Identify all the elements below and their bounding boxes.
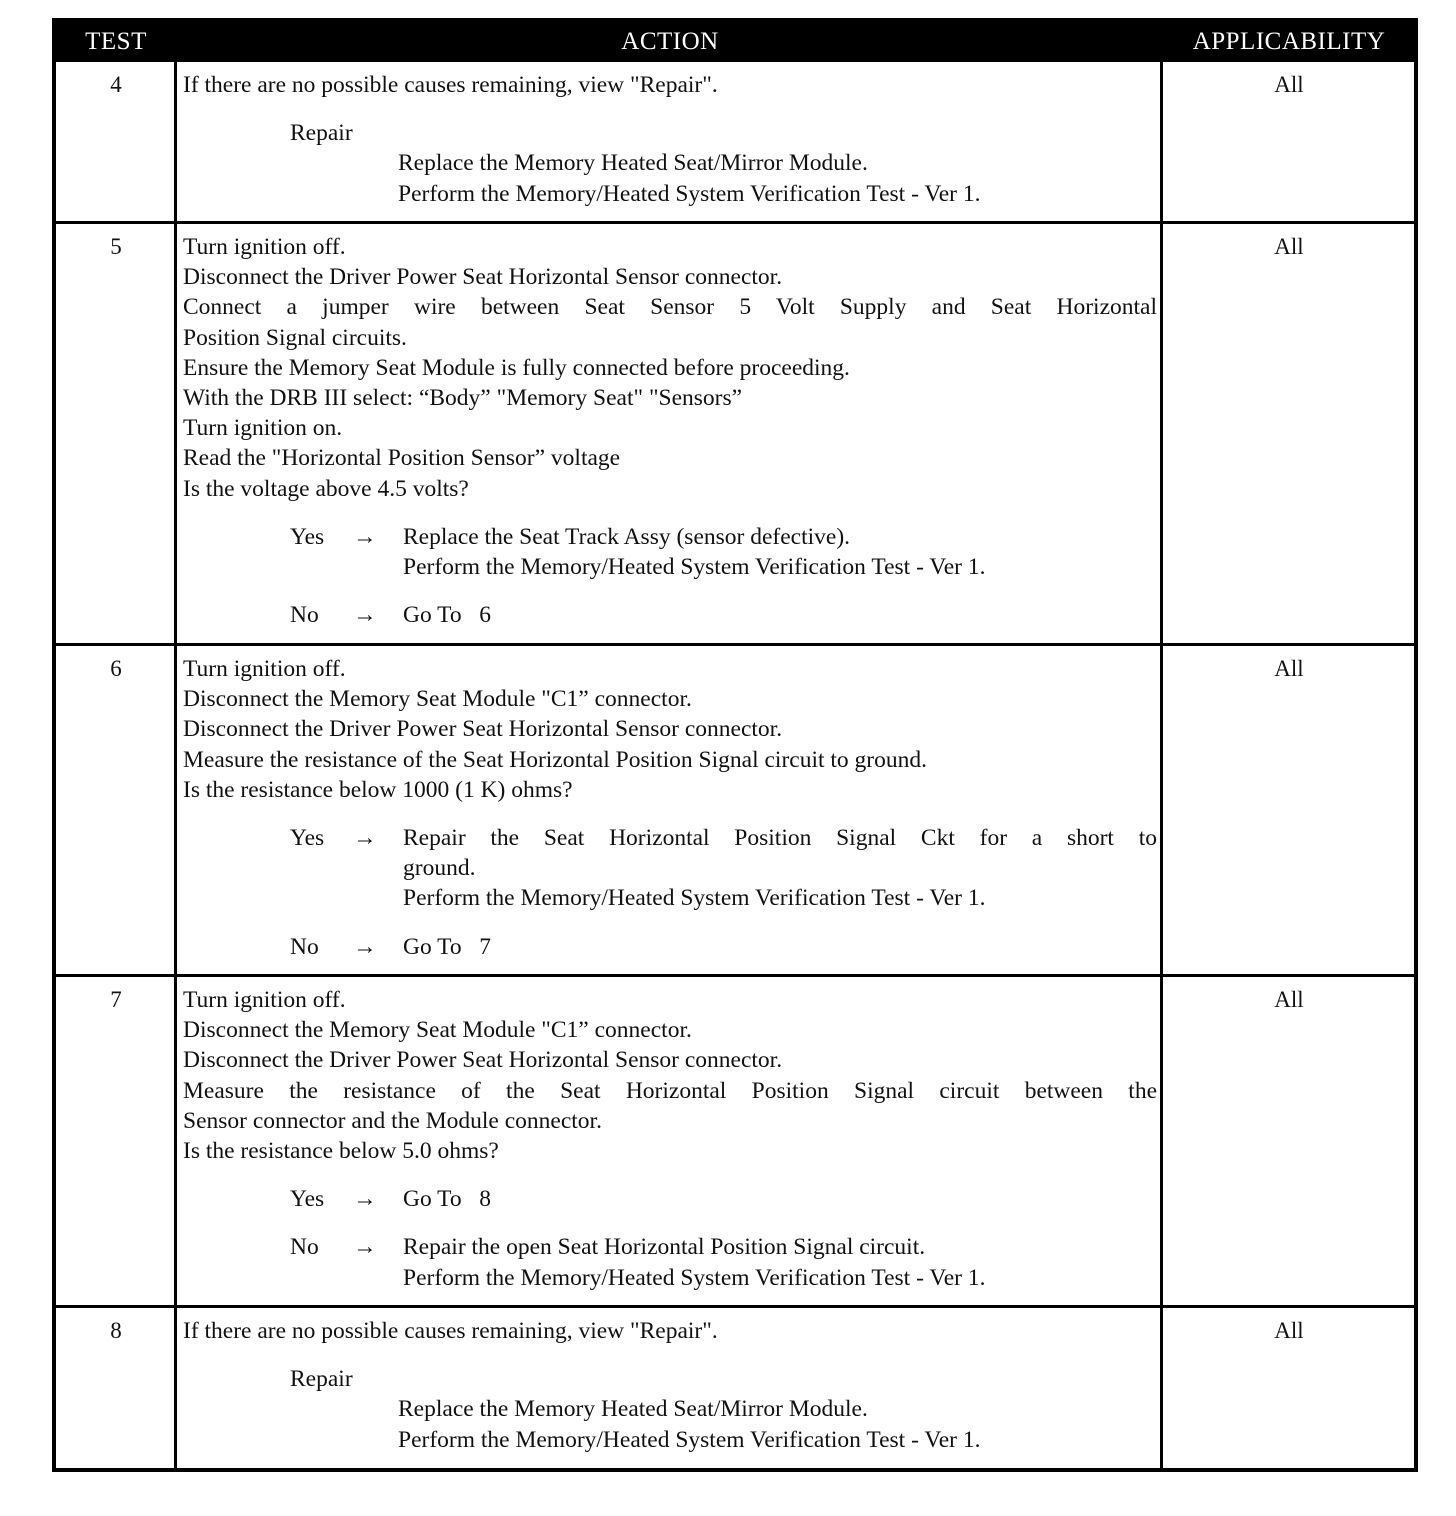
action-line: If there are no possible causes remaining, view "Repair". — [183, 1318, 718, 1344]
header-action: ACTION — [621, 28, 719, 55]
no-result — [183, 932, 1157, 962]
action-line: Measure the resistance of the Seat Horizontal Position Signal circuit to ground. — [183, 746, 927, 773]
action-line: Is the resistance below 5.0 ohms? — [183, 1138, 499, 1165]
action-line: Disconnect the Memory Seat Module "C1” connector. — [183, 686, 692, 713]
no-result — [183, 600, 1157, 630]
result-line: Replace the Seat Track Assy (sensor defective). — [403, 523, 851, 550]
no-label: No — [290, 933, 319, 960]
action-cell — [183, 1316, 1157, 1455]
test-number: 5 — [110, 234, 122, 259]
repair-label: Repair — [290, 1366, 353, 1393]
action-line: Turn ignition off. — [183, 656, 346, 682]
result-line: Repair the open Seat Horizontal Position Signal circuit. — [403, 1234, 926, 1261]
result-line: Go To 6 — [403, 602, 492, 629]
result-line: Go To 7 — [403, 933, 492, 960]
action-line: Read the "Horizontal Position Sensor” voltage — [183, 445, 621, 472]
action-line: Is the resistance below 1000 (1 K) ohms? — [183, 776, 573, 803]
test-number: 8 — [110, 1318, 122, 1343]
action-line: Connect a jumper wire between Seat Sensor 5 Volt Supply and Seat Horizontal — [183, 294, 1157, 321]
result-line: Perform the Memory/Heated System Verification Test - Ver 1. — [403, 554, 986, 581]
row-divider — [56, 221, 1414, 224]
column-divider — [1160, 62, 1163, 1468]
header-test: TEST — [85, 28, 147, 55]
action-line: Ensure the Memory Seat Module is fully connected before proceeding. — [183, 354, 850, 381]
action-line: Turn ignition off. — [183, 234, 346, 260]
result-line: Perform the Memory/Heated System Verification Test - Ver 1. — [403, 885, 986, 912]
yes-result — [183, 522, 1157, 582]
result-line: ground. — [403, 855, 476, 882]
applicability-value: All — [1274, 234, 1304, 259]
no-label: No — [290, 1234, 319, 1261]
applicability-value: All — [1274, 72, 1304, 97]
yes-result — [183, 1184, 1157, 1214]
action-cell — [183, 654, 1157, 962]
yes-result — [183, 823, 1157, 914]
table-header — [56, 22, 1414, 62]
applicability-value: All — [1274, 987, 1304, 1012]
action-line: Position Signal circuits. — [183, 324, 407, 351]
arrow-icon: → — [353, 933, 377, 960]
action-line: Disconnect the Driver Power Seat Horizontal Sensor connector. — [183, 716, 783, 743]
repair-line: Replace the Memory Heated Seat/Mirror Module. — [398, 150, 868, 177]
row-divider — [56, 1305, 1414, 1308]
action-cell — [183, 985, 1157, 1293]
action-line: If there are no possible causes remaining, view "Repair". — [183, 72, 718, 98]
result-line: Go To 8 — [403, 1186, 492, 1213]
action-line: Disconnect the Driver Power Seat Horizontal Sensor connector. — [183, 264, 783, 291]
arrow-icon: → — [353, 825, 377, 852]
diagnostic-table — [52, 18, 1418, 1472]
row-divider — [56, 643, 1414, 646]
yes-label: Yes — [290, 825, 325, 852]
arrow-icon: → — [353, 1186, 377, 1213]
test-number: 4 — [110, 72, 122, 97]
column-divider — [174, 62, 177, 1468]
arrow-icon: → — [353, 523, 377, 550]
applicability-value: All — [1274, 1318, 1304, 1343]
action-line: Disconnect the Memory Seat Module "C1” connector. — [183, 1017, 692, 1044]
action-line: Measure the resistance of the Seat Horizontal Position Signal circuit between the — [183, 1077, 1157, 1104]
repair-line: Replace the Memory Heated Seat/Mirror Module. — [398, 1396, 868, 1423]
action-line: Disconnect the Driver Power Seat Horizontal Sensor connector. — [183, 1047, 783, 1074]
action-line: Turn ignition off. — [183, 987, 346, 1013]
test-number: 7 — [110, 987, 122, 1012]
arrow-icon: → — [353, 1234, 377, 1261]
repair-label: Repair — [290, 120, 353, 147]
action-line: With the DRB III select: “Body” "Memory Seat" "Sensors” — [183, 385, 743, 412]
action-cell — [183, 70, 1157, 209]
result-line: Repair the Seat Horizontal Position Signal Ckt for a short to — [403, 825, 1157, 852]
test-number: 6 — [110, 656, 122, 681]
action-line: Turn ignition on. — [183, 415, 343, 442]
no-result — [183, 1232, 1157, 1292]
action-cell — [183, 232, 1157, 630]
header-applicability: APPLICABILITY — [1192, 28, 1386, 55]
repair-line: Perform the Memory/Heated System Verification Test - Ver 1. — [398, 1426, 981, 1453]
arrow-icon: → — [353, 602, 377, 629]
no-label: No — [290, 602, 319, 629]
result-line: Perform the Memory/Heated System Verification Test - Ver 1. — [403, 1264, 986, 1291]
yes-label: Yes — [290, 1186, 325, 1213]
repair-line: Perform the Memory/Heated System Verification Test - Ver 1. — [398, 180, 981, 207]
action-line: Is the voltage above 4.5 volts? — [183, 475, 469, 502]
row-divider — [56, 974, 1414, 977]
applicability-value: All — [1274, 656, 1304, 681]
yes-label: Yes — [290, 523, 325, 550]
action-line: Sensor connector and the Module connector. — [183, 1107, 602, 1134]
